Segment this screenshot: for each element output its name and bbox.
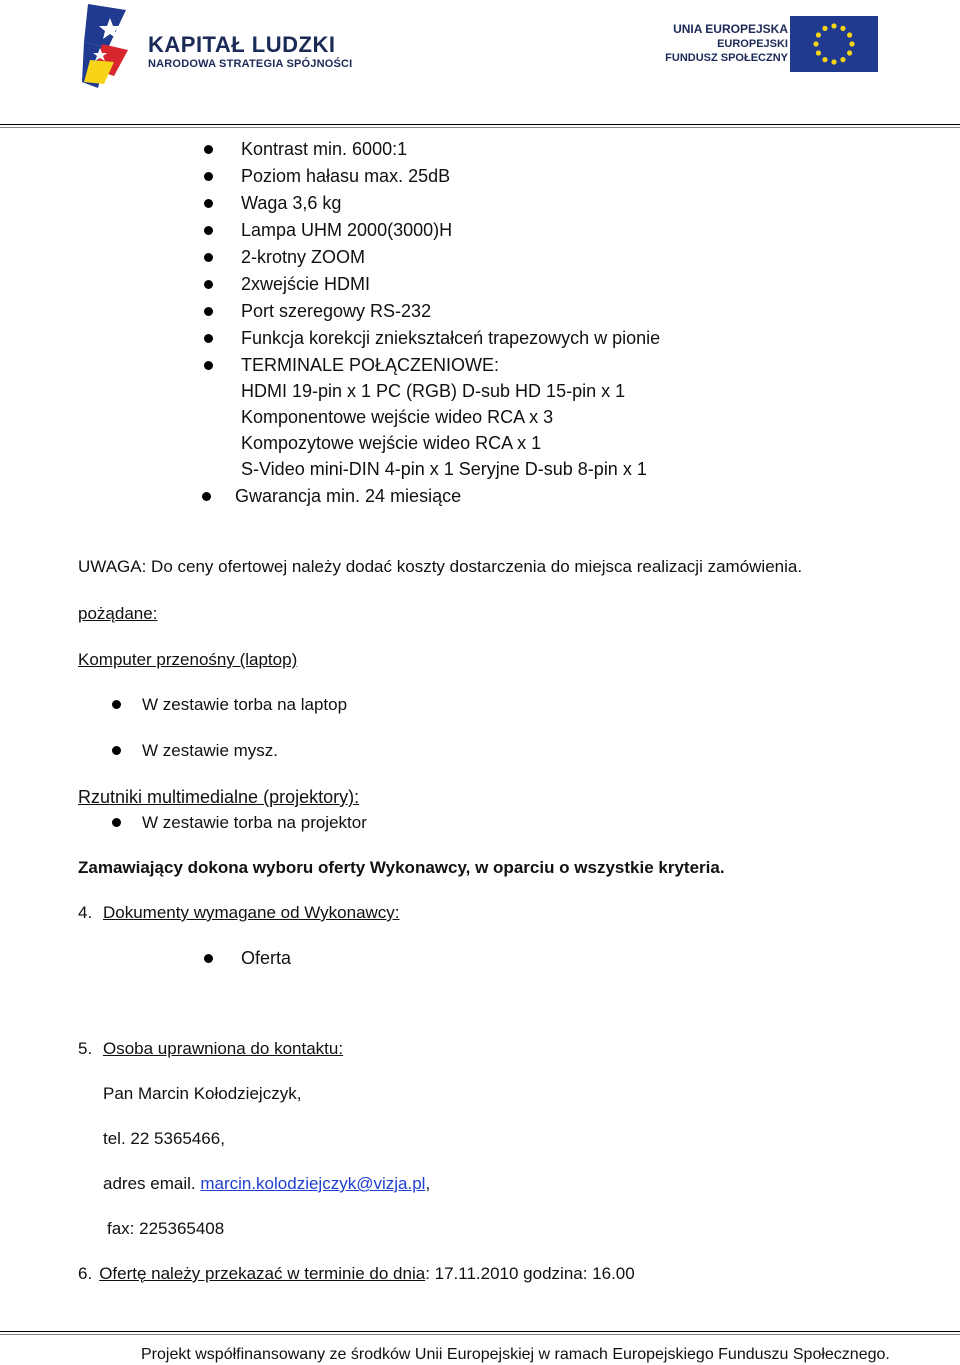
footer-rule [0,1331,960,1332]
eu-flag-icon [790,16,878,72]
spec-item-text: Kontrast min. 6000:1 [241,139,408,159]
terminal-line: S-Video mini-DIN 4-pin x 1 Seryjne D-sub 8-pin x 1 [241,459,647,479]
section4-number: 4. [78,903,93,922]
header-rule-thin [0,127,960,128]
section4-item-text: Oferta [241,948,292,968]
spec-item-text: 2-krotny ZOOM [241,247,366,267]
eu-logo [665,16,880,74]
kapital-ludzki-subtitle: NARODOWA STRATEGIA SPÓJNOŚCI [148,58,353,70]
kapital-ludzki-emblem-icon [78,4,134,88]
footer-text: Projekt współfinansowany ze środków Unii Europejskiej w ramach Europejskiego Funduszu Społecznego. [141,1346,890,1363]
header-rule [0,124,960,125]
bullet-icon [204,253,213,262]
bullet-icon [112,818,121,827]
terminal-line: HDMI 19-pin x 1 PC (RGB) D-sub HD 15-pin x 1 [241,381,626,401]
kapital-ludzki-title: KAPITAŁ LUDZKI [148,32,336,57]
bullet-icon [204,199,213,208]
section6-line [78,1263,635,1284]
bullet-icon [112,746,121,755]
eu-logo-line1: UNIA EUROPEJSKA [673,22,788,36]
footer-rule-thin [0,1334,960,1335]
spec-item-text: 2xwejście HDMI [241,274,371,294]
section5-title: Osoba uprawniona do kontaktu: [103,1039,344,1058]
contact-email-suffix: , [425,1174,431,1193]
projectors-heading: Rzutniki multimedialne (projektory): [78,787,360,807]
laptop-item-text: W zestawie torba na laptop [142,695,348,714]
section5-number: 5. [78,1039,93,1058]
bullet-icon [204,334,213,343]
contact-phone: tel. 22 5365466, [103,1129,225,1148]
warranty-text: Gwarancja min. 24 miesiące [235,486,462,506]
contact-name: Pan Marcin Kołodziejczyk, [103,1084,302,1103]
section6-rest: : 17.11.2010 godzina: 16.00 [425,1264,635,1283]
section4-title: Dokumenty wymagane od Wykonawcy: [103,903,400,922]
bullet-icon [204,307,213,316]
bullet-icon [202,492,211,501]
terminal-line: Kompozytowe wejście wideo RCA x 1 [241,433,542,453]
delivery-note: UWAGA: Do ceny ofertowej należy dodać koszty dostarczenia do miejsca realizacji zamówienia. [78,557,803,576]
spec-item-text: Port szeregowy RS-232 [241,301,432,321]
spec-item-text: TERMINALE POŁĄCZENIOWE: [241,355,500,375]
kapital-ludzki-logo [78,4,353,88]
projector-item-text: W zestawie torba na projektor [142,813,367,832]
spec-item-text: Waga 3,6 kg [241,193,342,213]
spec-item-text: Lampa UHM 2000(3000)H [241,220,453,240]
eu-logo-line3: FUNDUSZ SPOŁECZNY [665,52,788,64]
criteria-text: Zamawiający dokona wyboru oferty Wykonawcy, w oparciu o wszystkie kryteria. [78,858,725,877]
section6-title: Ofertę należy przekazać w terminie do dnia [99,1264,426,1283]
bullet-icon [204,145,213,154]
contact-fax: fax: 225365408 [107,1219,225,1238]
laptop-heading: Komputer przenośny (laptop) [78,650,298,669]
eu-logo-line2: EUROPEJSKI [717,38,788,50]
spec-item-text: Funkcja korekcji zniekształceń trapezowych w pionie [241,328,661,348]
contact-email-label: adres email. [103,1174,201,1193]
bullet-icon [112,700,121,709]
spec-item-text: Poziom hałasu max. 25dB [241,166,451,186]
terminal-line: Komponentowe wejście wideo RCA x 3 [241,407,554,427]
section6-number: 6. [78,1264,93,1283]
bullet-icon [204,361,213,370]
bullet-icon [204,280,213,289]
contact-email-link[interactable]: marcin.kolodziejczyk@vizja.pl [200,1174,426,1193]
contact-email-line [103,1173,430,1194]
desired-label: pożądane: [78,604,158,623]
bullet-icon [204,954,213,963]
bullet-icon [204,172,213,181]
bullet-icon [204,226,213,235]
laptop-item-text: W zestawie mysz. [142,741,279,760]
